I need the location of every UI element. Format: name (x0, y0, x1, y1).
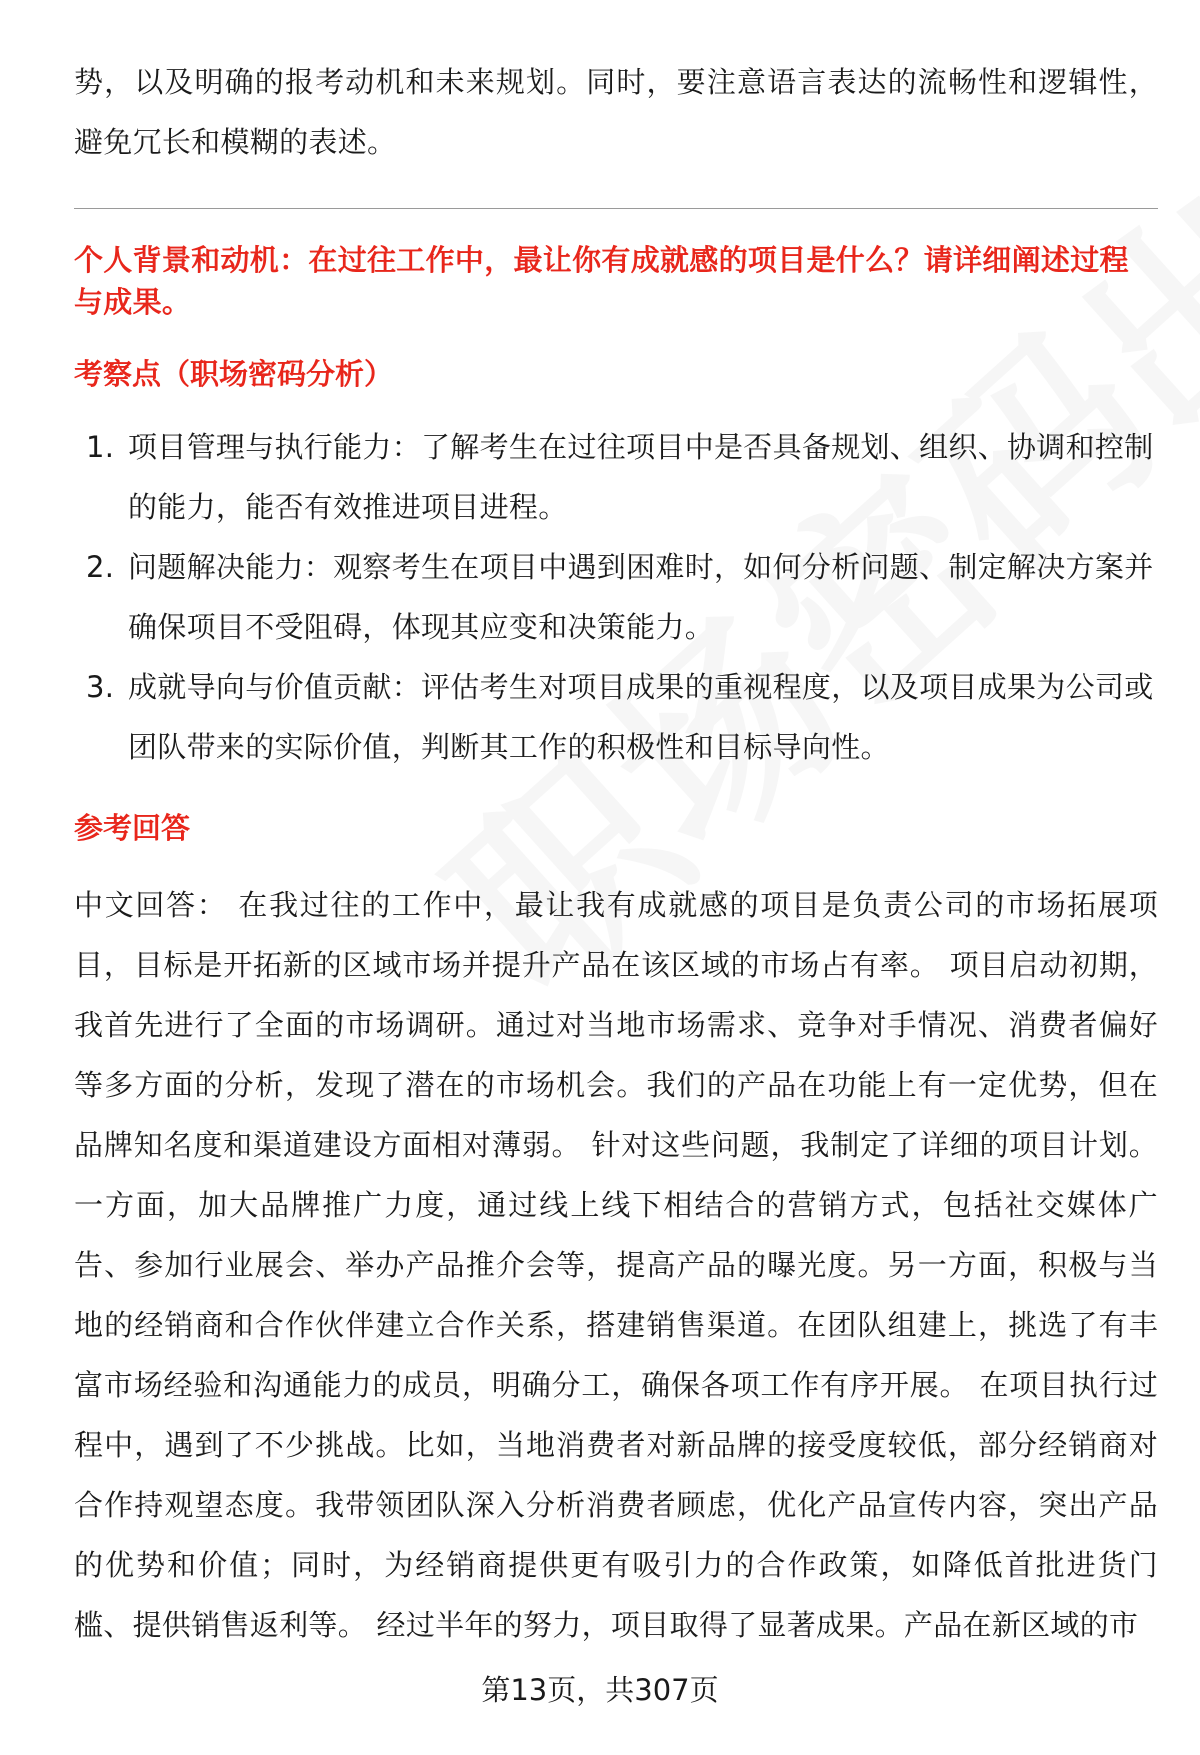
list-item-number: 1. (86, 430, 115, 464)
list-item (74, 657, 1158, 777)
list-item (74, 417, 1158, 537)
reference-answer: 中文回答： 在我过往的工作中，最让我有成就感的项目是负责公司的市场拓展项目，目标是开拓新的区域市场并提升产品在该区域的市场占有率。 项目启动初期，我首先进行了全面的市场调研。通过对当地市场需求、竞争对手情况、消费者偏好等多方面的分析，发现了潜在的市场机会。我们的产品在功能上有一定优势，但在品牌知名度和渠道建设方面相对薄弱。 针对这些问题，我制定了详细的项目计划。一方面，加大品牌推广力度，通过线上线下相结合的营销方式，包括社交媒体广告、参加行业展会、举办产品推介会等，提高产品的曝光度。另一方面，积极与当地的经销商和合作伙伴建立合作关系，搭建销售渠道。在团队组建上，挑选了有丰富市场经验和沟通能力的成员，明确分工，确保各项工作有序开展。 在项目执行过程中，遇到了不少挑战。比如，当地消费者对新品牌的接受度较低，部分经销商对合作持观望态度。我带领团队深入分析消费者顾虑，优化产品宣传内容，突出产品的优势和价值；同时，为经销商提供更有吸引力的合作政策，如降低首批进货门槛、提供销售返利等。 经过半年的努力，项目取得了显著成果。产品在新区域的市 (74, 888, 1158, 1642)
list-item (74, 537, 1158, 657)
section-divider (74, 208, 1158, 209)
document-page (74, 52, 1158, 1655)
question-title: 个人背景和动机：在过往工作中，最让你有成就感的项目是什么？请详细阐述过程与成果。 (74, 243, 1129, 319)
page-number: 第13页，共307页 (481, 1673, 719, 1707)
reference-heading: 参考回答 (74, 811, 191, 845)
list-item-number: 3. (86, 670, 115, 704)
list-item-text: 问题解决能力：观察考生在项目中遇到困难时，如何分析问题、制定解决方案并确保项目不受阻碍，体现其应变和决策能力。 (128, 550, 1154, 644)
list-item-text: 项目管理与执行能力：了解考生在过往项目中是否具备规划、组织、协调和控制的能力，能否有效推进项目进程。 (128, 430, 1154, 524)
assessment-list (74, 417, 1158, 777)
list-item-text: 成就导向与价值贡献：评估考生对项目成果的重视程度，以及项目成果为公司或团队带来的实际价值，判断其工作的积极性和目标导向性。 (128, 670, 1154, 764)
assessment-heading: 考察点（职场密码分析） (74, 357, 394, 391)
list-item-number: 2. (86, 550, 115, 584)
intro-paragraph: 势，以及明确的报考动机和未来规划。同时，要注意语言表达的流畅性和逻辑性，避免冗长和模糊的表述。 (74, 65, 1158, 159)
